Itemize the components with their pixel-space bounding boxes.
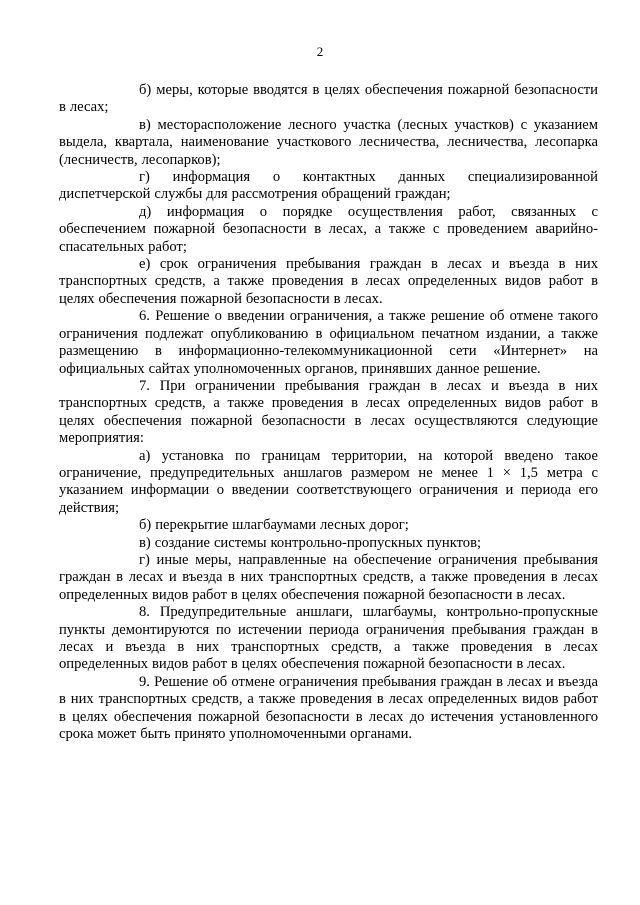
paragraph-text: создание системы контрольно-пропускных пунктов;: [154, 534, 482, 551]
paragraph-b-barriers: [59, 517, 598, 534]
paragraph-text: При ограничении пребывания граждан в лесах и въезда в них транспортных средств, а также проведения в лесах определенных видов работ в целях обеспечения пожарной безопасности в лесах осуществляются следующие мероприятия:: [59, 377, 598, 447]
paragraph-text: Предупредительные аншлаги, шлагбаумы, контрольно-пропускные пункты демонтируются по истечении периода ограничения пребывания граждан в лесах и въезда в них транспортных средств, а также проведения в лесах определенных видов работ в целях обеспечения пожарной безопасности в лесах.: [59, 604, 598, 673]
paragraph-a-signs: [59, 448, 598, 518]
list-marker: в): [139, 116, 151, 133]
section-number: 7.: [139, 377, 150, 394]
document-body: [59, 82, 598, 743]
list-marker: е): [139, 256, 151, 273]
paragraph-text: информация о контактных данных специализированной диспетчерской службы для рассмотрения обращений граждан;: [59, 169, 598, 203]
list-marker: б): [139, 82, 152, 98]
list-marker: в): [139, 534, 151, 551]
paragraph-v-checkpoints: [59, 535, 598, 552]
paragraph-6-publication: [59, 308, 598, 378]
paragraph-text: иные меры, направленные на обеспечение ограничения пребывания граждан в лесах и въезда в них транспортных средств, а также проведения в лесах определенных видов работ в целях обеспечения пожарной безопасности в лесах.: [59, 551, 599, 603]
paragraph-9-cancellation: [59, 674, 598, 744]
paragraph-text: месторасположение лесного участка (лесных участков) с указанием выдела, квартала, наименование участкового лесничества, лесничества, лесопарка (лесничеств, лесопарков);: [59, 116, 599, 168]
paragraph-e-period: [59, 256, 598, 308]
paragraph-text: Решение о введении ограничения, а также решение об отмене такого ограничения подлежат опубликованию в официальном печатном издании, а также размещению в информационно-телекоммуникационной сети «Интернет» на официальных сайтах уполномоченных органов, принявших данное решение.: [59, 308, 598, 377]
section-number: 9.: [139, 673, 150, 690]
section-number: 8.: [139, 604, 150, 621]
paragraph-text: перекрытие шлагбаумами лесных дорог;: [155, 517, 409, 534]
paragraph-d-works: [59, 204, 598, 256]
list-marker: а): [139, 447, 151, 464]
list-marker: д): [139, 203, 152, 220]
list-marker: б): [139, 517, 152, 534]
paragraph-7-measures: [59, 378, 598, 448]
paragraph-text: информация о порядке осуществления работ, связанных с обеспечением пожарной безопасности в лесах, а также с проведением аварийно-спасательных работ;: [59, 203, 599, 255]
paragraph-text: меры, которые вводятся в целях обеспечения пожарной безопасности в лесах;: [59, 82, 598, 116]
list-marker: г): [139, 551, 150, 568]
list-marker: г): [139, 169, 150, 186]
section-number: 6.: [139, 308, 150, 325]
paragraph-b-measures: [59, 82, 598, 117]
page-number: 2: [316, 44, 324, 59]
paragraph-8-dismantling: [59, 604, 598, 674]
paragraph-text: Решение об отмене ограничения пребывания граждан в лесах и въезда в них транспортных средств, а также проведения в лесах определенных видов работ в целях обеспечения пожарной безопасности в лесах до истечения установленного срока может быть принято уполномоченными органами.: [59, 673, 598, 743]
paragraph-v-location: [59, 117, 598, 169]
paragraph-g-contacts: [59, 169, 598, 204]
paragraph-g-other-measures: [59, 552, 598, 604]
paragraph-text: срок ограничения пребывания граждан в лесах и въезда в них транспортных средств, а также проведения в лесах определенных видов работ в целях обеспечения пожарной безопасности в лесах.: [59, 256, 598, 307]
paragraph-text: установка по границам территории, на которой введено такое ограничение, предупредительных аншлагов размером не менее 1 × 1,5 метра с указанием информации о введении соответствующего ограничения и периода его действия;: [59, 447, 598, 516]
